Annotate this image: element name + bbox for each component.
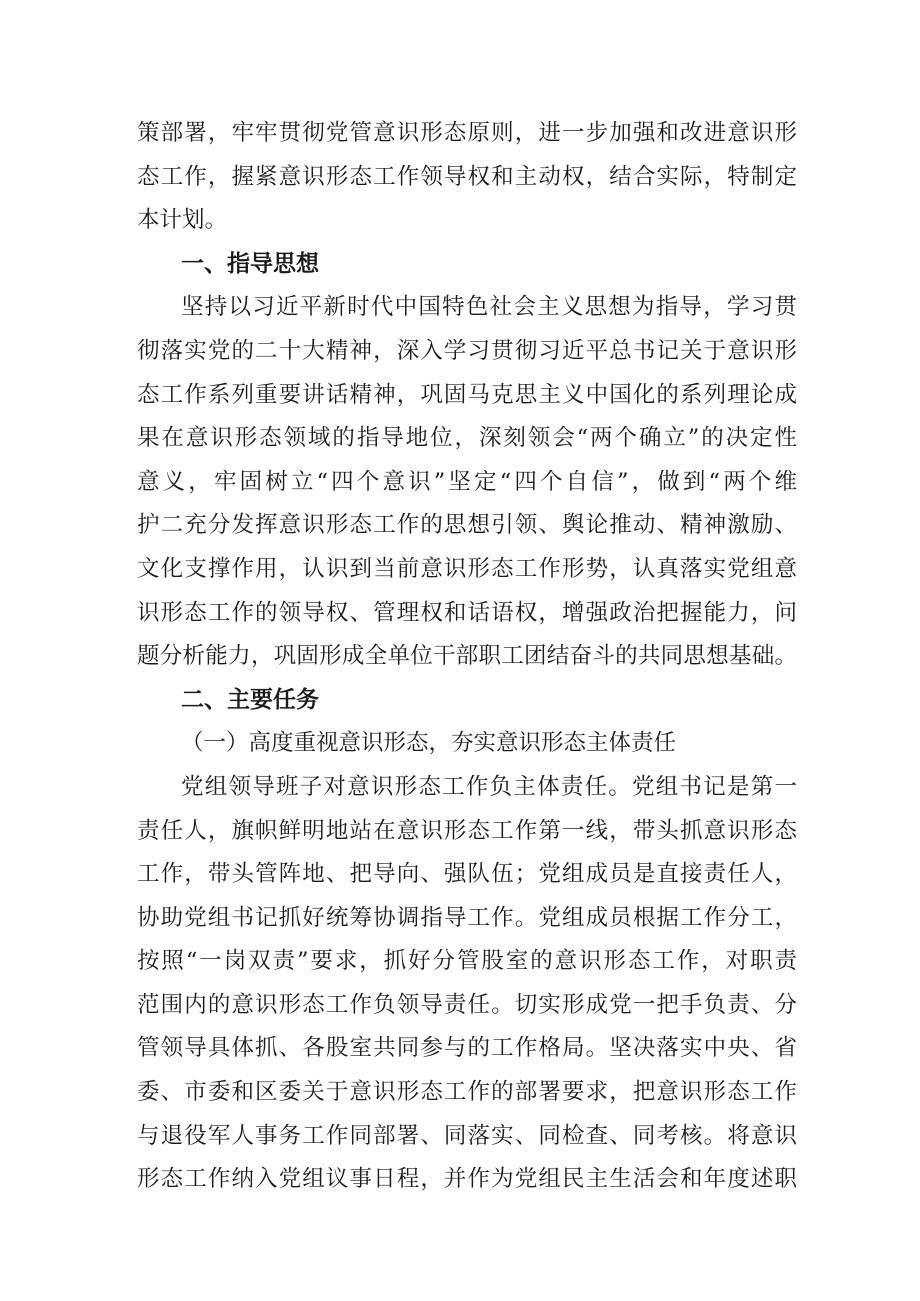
paragraph-line: 识形态工作的领导权、管理权和话语权，增强政治把握能力，问: [137, 599, 797, 626]
subsection-heading: （一）高度重视意识形态，夯实意识形态主体责任: [181, 730, 677, 757]
paragraph-line: 与退役军人事务工作同部署、同落实、同检查、同考核。将意识: [137, 1122, 797, 1149]
paragraph-line: 态工作系列重要讲话精神，巩固马克思主义中国化的系列理论成: [137, 381, 797, 408]
section-heading-main-tasks: 二、主要任务: [181, 686, 319, 713]
paragraph-line: 护二充分发挥意识形态工作的思想引领、舆论推动、精神激励、: [137, 512, 797, 539]
paragraph-line: 按照“一岗双责”要求，抓好分管股室的意识形态工作，对职责: [137, 948, 797, 975]
paragraph-line: 本计划。: [137, 207, 228, 234]
paragraph-line: 意义，牢固树立“四个意识”坚定“四个自信”，做到“两个维: [137, 468, 797, 495]
paragraph-line: 管领导具体抓、各股室共同参与的工作格局。坚决落实中央、省: [137, 1035, 797, 1062]
paragraph-line: 责任人，旗帜鲜明地站在意识形态工作第一线，带头抓意识形态: [137, 817, 797, 844]
section-heading-guiding-ideology: 一、指导思想: [181, 250, 319, 277]
paragraph-line: 范围内的意识形态工作负领导责任。切实形成党一把手负责、分: [137, 991, 797, 1018]
paragraph-line: 果在意识形态领域的指导地位，深刻领会“两个确立”的决定性: [137, 425, 797, 452]
paragraph-line: 题分析能力，巩固形成全单位干部职工团结奋斗的共同思想基础。: [137, 643, 797, 670]
paragraph-line: 文化支撑作用，认识到当前意识形态工作形势，认真落实党组意: [137, 555, 797, 582]
paragraph-line: 协助党组书记抓好统筹协调指导工作。党组成员根据工作分工，: [137, 904, 797, 931]
paragraph-line: 党组领导班子对意识形态工作负主体责任。党组书记是第一: [181, 773, 797, 800]
paragraph-line: 工作，带头管阵地、把导向、强队伍；党组成员是直接责任人，: [137, 861, 797, 888]
document-body: [137, 112, 797, 1202]
paragraph-line: 坚持以习近平新时代中国特色社会主义思想为指导，学习贯: [181, 294, 797, 321]
paragraph-line: 策部署，牢牢贯彻党管意识形态原则，进一步加强和改进意识形: [137, 120, 797, 146]
paragraph-line: 态工作，握紧意识形态工作领导权和主动权，结合实际，特制定: [137, 163, 797, 190]
paragraph-line: 委、市委和区委关于意识形态工作的部署要求，把意识形态工作: [137, 1079, 797, 1106]
paragraph-line: 形态工作纳入党组议事日程，并作为党组民主生活会和年度述职: [137, 1166, 797, 1193]
paragraph-line: 彻落实党的二十大精神，深入学习贯彻习近平总书记关于意识形: [137, 337, 797, 364]
